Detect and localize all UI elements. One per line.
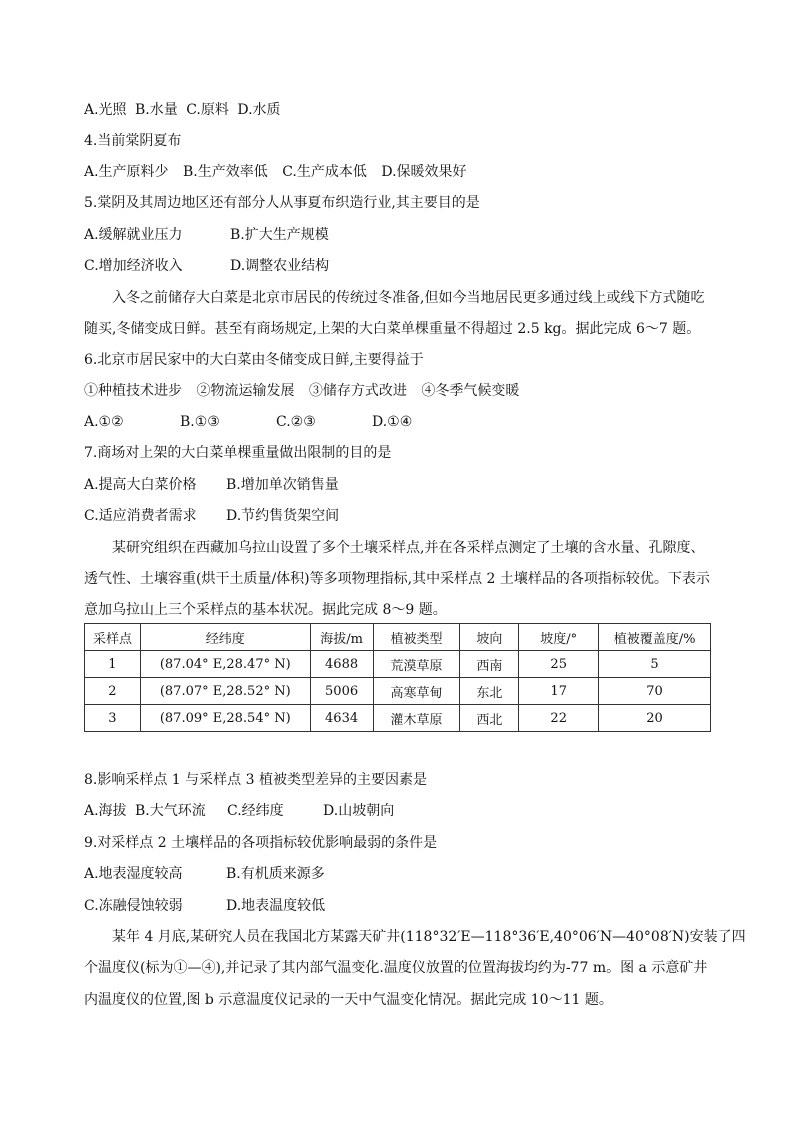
- table-cell: 1: [85, 651, 141, 678]
- option-b: B.①③: [180, 414, 220, 430]
- table-cell: 东北: [460, 678, 519, 705]
- table-cell: (87.09° E,28.54° N): [140, 705, 310, 732]
- passage-2-line-3: 意加乌拉山上三个采样点的基本状况。据此完成 8～9 题。: [84, 602, 447, 618]
- option-b: B.大气环流: [135, 803, 206, 819]
- table-cell: 20: [599, 705, 711, 732]
- passage-2-line-2: 透气性、土壤容重(烘干土质量/体积)等多项物理指标,其中采样点 2 土壤样品的各项指标较优。下表示: [84, 571, 710, 587]
- question-7-options-row1: [84, 475, 339, 495]
- passage-3-line-3: 内温度仪的位置,图 b 示意温度仪记录的一天中气温变化情况。据此完成 10～11 题。: [84, 992, 613, 1008]
- header-cell: 植被类型: [373, 624, 460, 651]
- header-cell: 采样点: [85, 624, 141, 651]
- option-d: D.①④: [372, 414, 413, 430]
- table-cell: 灌木草原: [373, 705, 460, 732]
- item-1: ①种植技术进步: [84, 383, 182, 399]
- question-5-options-row2: [84, 256, 329, 276]
- question-7-stem: 7.商场对上架的大白菜单棵重量做出限制的目的是: [84, 445, 392, 461]
- option-d: D.保暖效果好: [381, 164, 467, 180]
- option-a: A.①②: [84, 414, 124, 430]
- option-c: C.②③: [276, 414, 316, 430]
- table-cell: 西北: [460, 705, 519, 732]
- passage-3-line-2: 个温度仪(标为①—④),并记录了其内部气温变化.温度仪放置的位置海拔均约为-77 m。图 a 示意矿井: [84, 960, 708, 976]
- option-d: D.山坡朝向: [323, 803, 395, 819]
- option-a: A.缓解就业压力: [84, 227, 183, 243]
- option-a: A.光照: [84, 102, 127, 118]
- table-cell: 3: [85, 705, 141, 732]
- question-6-items: [84, 381, 519, 401]
- table-cell: 22: [519, 705, 599, 732]
- header-cell: 经纬度: [140, 624, 310, 651]
- table-cell: 荒漠草原: [373, 651, 460, 678]
- option-c: C.经纬度: [227, 803, 284, 819]
- option-a: A.海拔: [84, 803, 127, 819]
- question-6-options: [84, 412, 412, 432]
- table-row: [85, 705, 711, 732]
- table-cell: 西南: [460, 651, 519, 678]
- question-4-options: [84, 162, 467, 182]
- table-cell: 5006: [310, 678, 373, 705]
- table-cell: (87.04° E,28.47° N): [140, 651, 310, 678]
- option-b: B.增加单次销售量: [226, 477, 339, 493]
- table-cell: 5: [599, 651, 711, 678]
- table-cell: 4634: [310, 705, 373, 732]
- option-c: C.原料: [186, 102, 229, 118]
- table-cell: 2: [85, 678, 141, 705]
- header-cell: 坡向: [460, 624, 519, 651]
- table-cell: 25: [519, 651, 599, 678]
- question-8-options: [84, 801, 394, 821]
- table-cell: (87.07° E,28.52° N): [140, 678, 310, 705]
- item-2: ②物流运输发展: [196, 383, 295, 399]
- option-d: D.地表温度较低: [226, 898, 326, 914]
- option-d: D.调整农业结构: [230, 258, 330, 274]
- question-8-stem: 8.影响采样点 1 与采样点 3 植被类型差异的主要因素是: [84, 772, 427, 788]
- header-cell: 坡度/°: [519, 624, 599, 651]
- header-cell: 海拔/m: [310, 624, 373, 651]
- option-d: D.水质: [237, 102, 281, 118]
- option-c: C.适应消费者需求: [84, 508, 197, 524]
- table-row: [85, 678, 711, 705]
- option-c: C.冻融侵蚀较弱: [84, 898, 183, 914]
- passage-1-line-1: 入冬之前储存大白菜是北京市居民的传统过冬准备,但如今当地居民更多通过线上或线下方式随吃: [112, 290, 705, 306]
- passage-1-line-2: 随买,冬储变成日鲜。甚至有商场规定,上架的大白菜单棵重量不得超过 2.5 kg。据此完成 6～7 题。: [84, 321, 701, 337]
- option-b: B.扩大生产规模: [230, 227, 329, 243]
- option-c: C.生产成本低: [282, 164, 367, 180]
- table-cell: 4688: [310, 651, 373, 678]
- option-d: D.节约售货架空间: [226, 508, 340, 524]
- option-a: A.生产原料少: [84, 164, 169, 180]
- item-4: ④冬季气候变暖: [421, 383, 520, 399]
- option-b: B.有机质来源多: [226, 866, 325, 882]
- table-cell: 高寒草甸: [373, 678, 460, 705]
- question-6-stem: 6.北京市居民家中的大白菜由冬储变成日鲜,主要得益于: [84, 352, 424, 368]
- question-9-options-row2: [84, 896, 325, 916]
- table-cell: 17: [519, 678, 599, 705]
- option-a: A.提高大白菜价格: [84, 477, 197, 493]
- table-row: [85, 651, 711, 678]
- question-9-stem: 9.对采样点 2 土壤样品的各项指标较优影响最弱的条件是: [84, 835, 438, 851]
- question-9-options-row1: [84, 864, 325, 884]
- passage-2-line-1: 某研究组织在西藏加乌拉山设置了多个土壤采样点,并在各采样点测定了土壤的含水量、孔隙度、: [112, 540, 705, 556]
- question-5-options-row1: [84, 225, 329, 245]
- option-a: A.地表湿度较高: [84, 866, 183, 882]
- sampling-points-table: [84, 623, 711, 732]
- option-b: B.水量: [135, 102, 178, 118]
- passage-3-line-1: 某年 4 月底,某研究人员在我国北方某露天矿井(118°32′E—118°36′E,40°06′N—40°08′N)安装了四: [112, 929, 746, 945]
- option-b: B.生产效率低: [183, 164, 268, 180]
- header-cell: 植被覆盖度/%: [599, 624, 711, 651]
- option-c: C.增加经济收入: [84, 258, 183, 274]
- table-header-row: [85, 624, 711, 651]
- table-cell: 70: [599, 678, 711, 705]
- question-4-stem: 4.当前棠阴夏布: [84, 133, 182, 149]
- item-3: ③储存方式改进: [308, 383, 407, 399]
- question-7-options-row2: [84, 506, 339, 526]
- question-5-stem: 5.棠阴及其周边地区还有部分人从事夏布织造行业,其主要目的是: [84, 195, 480, 211]
- prev-question-options: [84, 100, 281, 120]
